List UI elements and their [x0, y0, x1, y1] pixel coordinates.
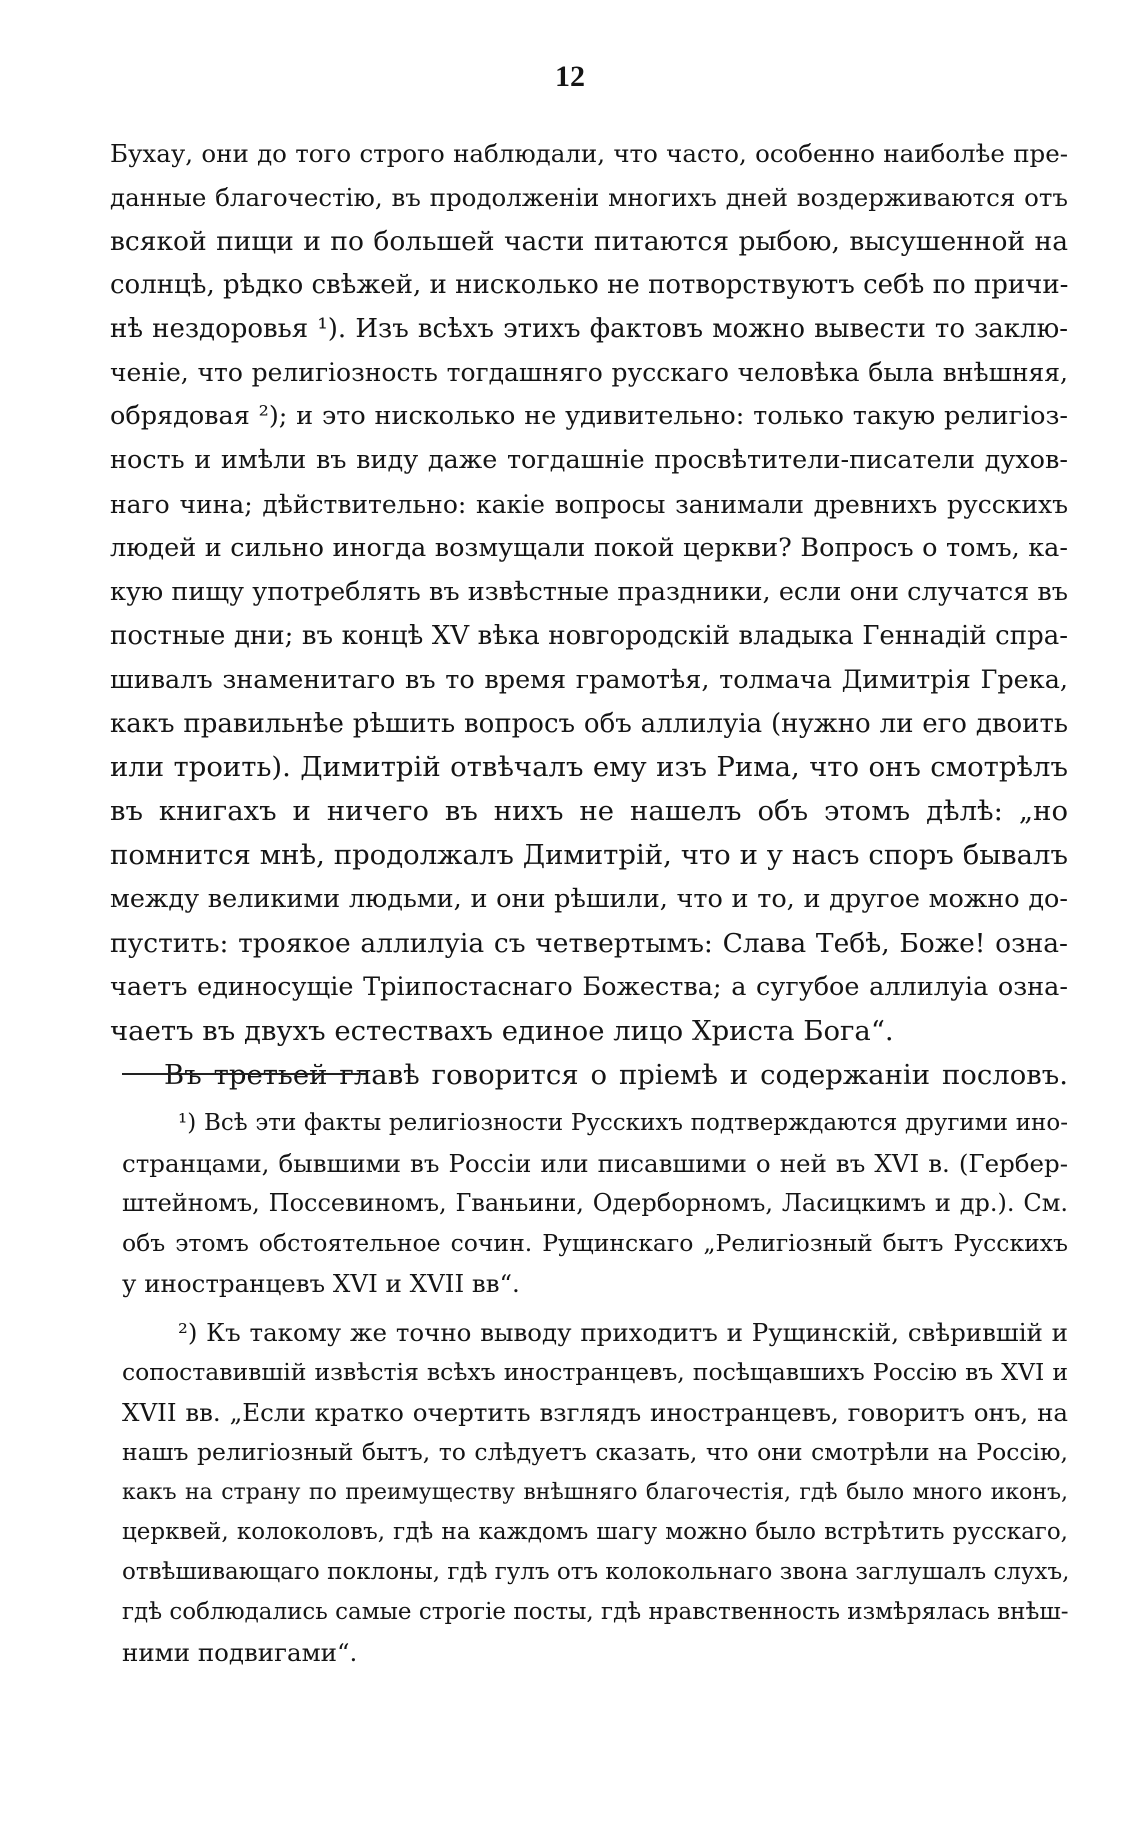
footnote-line: XVII вв. „Если кратко очертить взглядъ иностранцевъ, говоритъ онъ, на [122, 1398, 1068, 1428]
text-line: обрядовая ²); и это нисколько не удивительно: только такую религіоз- [110, 401, 1068, 432]
footnote-line: отвѣшивающаго поклоны, гдѣ гулъ отъ колокольнаго звона заглушалъ слухъ, [122, 1558, 1070, 1585]
text-line: чаетъ въ двухъ естествахъ единое лицо Христа Бога“. [110, 1014, 894, 1047]
text-line: нѣ нездоровья ¹). Изъ всѣхъ этихъ фактовъ можно вывести то заклю- [110, 313, 1068, 344]
footnote-line: объ этомъ обстоятельное сочин. Рущинскаго „Религіозный бытъ Русскихъ [122, 1228, 1068, 1257]
text-line: чаетъ единосущіе Тріипостаснаго Божества; а сугубое аллилуіа озна- [110, 971, 1068, 1002]
footnote-line: церквей, колоколовъ, гдѣ на каждомъ шагу можно было встрѣтить русскаго, [122, 1518, 1068, 1545]
text-line: Бухау, они до того строго наблюдали, что часто, особенно наиболѣе пре- [110, 139, 1068, 168]
text-line: данные благочестію, въ продолженіи многихъ дней воздерживаются отъ [110, 182, 1068, 212]
text-line: ность и имѣли въ виду даже тогдашніе просвѣтители-писатели духов- [110, 445, 1068, 476]
footnote-line: штейномъ, Поссевиномъ, Гваньини, Одерборномъ, Ласицкимъ и др.). См. [122, 1188, 1068, 1217]
text-line: кую пищу употреблять въ извѣстные праздники, если они случатся въ [110, 576, 1068, 607]
text-line: наго чина; дѣйствительно: какіе вопросы занимали древнихъ русскихъ [110, 490, 1068, 520]
text-line: солнцѣ, рѣдко свѣжей, и нисколько не потворствуютъ себѣ по причи- [110, 269, 1069, 300]
footnote-line: странцами, бывшими въ Россіи или писавшими о ней въ XVI в. (Гербер- [122, 1148, 1068, 1178]
text-line: или троить). Димитрій отвѣчалъ ему изъ Рима, что онъ смотрѣлъ [110, 751, 1068, 784]
main-text [110, 132, 1068, 1098]
footnote-1 [122, 1104, 1068, 1303]
footnote-line: ними подвигами“. [122, 1637, 358, 1667]
text-line: людей и сильно иногда возмущали покой церкви? Вопросъ о томъ, ка- [110, 533, 1068, 564]
text-line: пустить: троякое аллилуіа съ четвертымъ: Слава Тебѣ, Боже! озна- [110, 928, 1068, 960]
text-line: въ книгахъ и ничего въ нихъ не нашелъ объ этомъ дѣлѣ: „но [110, 795, 1068, 828]
text-line: шивалъ знаменитаго въ то время грамотѣя, толмача Димитрія Грека, [110, 664, 1068, 695]
text-line: всякой пищи и по большей части питаются рыбою, высушенной на [110, 225, 1068, 257]
footnotes [122, 1104, 1068, 1672]
footnote-line: гдѣ соблюдались самые строгіе посты, гдѣ нравственность измѣрялась внѣш- [122, 1598, 1069, 1625]
text-line: между великими людьми, и они рѣшили, что и то, и другое можно до- [110, 884, 1068, 915]
footnote-line: ¹) Всѣ эти факты религіозности Русскихъ подтверждаются другими ино- [178, 1110, 1068, 1136]
footnote-line: нашъ религіозный бытъ, то слѣдуетъ сказать, что они смотрѣли на Россію, [122, 1438, 1068, 1467]
text-line: помнится мнѣ, продолжалъ Димитрій, что и у насъ споръ бывалъ [110, 839, 1068, 872]
page-number: 12 [555, 60, 585, 93]
footnote-line: какъ на страну по преимуществу внѣшняго благочестія, гдѣ было много иконъ, [122, 1480, 1068, 1506]
footnote-line: сопоставившій извѣстія всѣхъ иностранцевъ, посѣщавшихъ Россію въ XVI и [122, 1358, 1068, 1387]
text-line: какъ правильнѣе рѣшить вопросъ объ аллилуіа (нужно ли его двоить [110, 708, 1068, 739]
footnote-line: ²) Къ такому же точно выводу приходитъ и Рущинскій, свѣрившій и [178, 1318, 1068, 1348]
text-line: постные дни; въ концѣ XV вѣка новгородскій владыка Геннадій спра- [110, 620, 1068, 651]
text-line: Въ третьей главѣ говорится о пріемѣ и содержаніи пословъ. [164, 1058, 1068, 1091]
footnote-2 [122, 1313, 1068, 1672]
text-line: ченіе, что религіозность тогдашняго русскаго человѣка была внѣшняя, [110, 358, 1068, 388]
footnote-line: у иностранцевъ XVI и XVII вв“. [122, 1268, 520, 1298]
footnote-divider [122, 1073, 368, 1075]
